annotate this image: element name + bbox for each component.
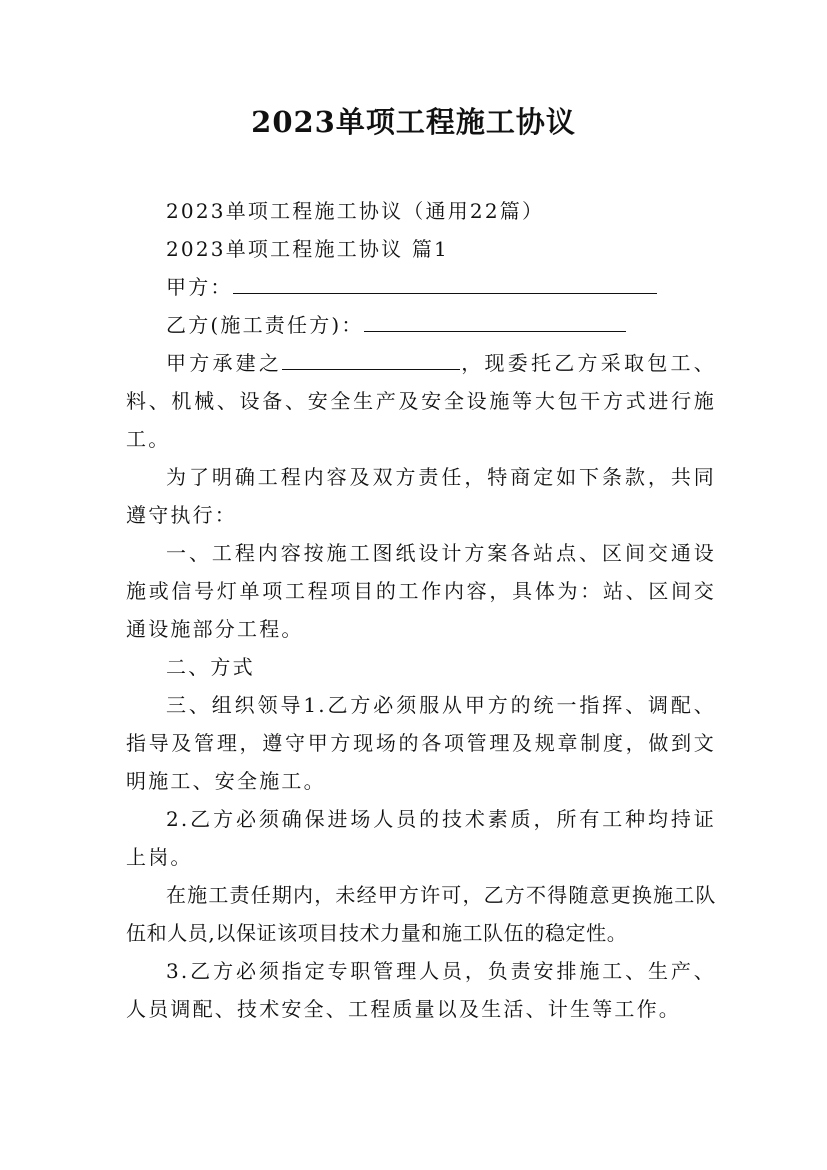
party-a-label: 甲方： [166, 275, 233, 299]
intro-text-start: 甲方承建之 [166, 351, 283, 375]
intro-text-end: ，现委托乙方采取包工、料、机械、设备、安全生产及安全设施等大包干方式进行施工。 [126, 351, 716, 451]
document-title: 2023单项工程施工协议 [251, 105, 576, 139]
clause-1: 一、工程内容按施工图纸设计方案各站点、区间交通设施或信号灯单项工程项目的工作内容，具体为：站、区间交通设施部分工程。 [126, 541, 716, 641]
party-b-blank [364, 309, 626, 332]
party-a-blank [233, 271, 657, 294]
party-b-label: 乙方(施工责任方)： [166, 313, 364, 337]
project-name-blank [282, 347, 460, 370]
party-b-line [126, 306, 716, 344]
document-body [126, 192, 716, 1028]
clause-3-item-2: 2.乙方必须确保进场人员的技术素质，所有工种均持证上岗。 [126, 807, 716, 869]
clause-2: 二、方式 [166, 655, 255, 679]
clause-3-item-2-continued: 在施工责任期内，未经甲方许可，乙方不得随意更换施工队伍和人员,以保证该项目技术力量和施工队伍的稳定性。 [126, 883, 716, 945]
section-heading: 2023单项工程施工协议 篇1 [166, 237, 449, 261]
purpose-paragraph: 为了明确工程内容及双方责任，特商定如下条款，共同遵守执行： [126, 465, 716, 527]
clause-3-item-3: 3.乙方必须指定专职管理人员，负责安排施工、生产、人员调配、技术安全、工程质量以及生活、计生等工作。 [126, 959, 716, 1021]
clause-3: 三、组织领导1.乙方必须服从甲方的统一指挥、调配、指导及管理，遵守甲方现场的各项管理及规章制度，做到文明施工、安全施工。 [126, 693, 716, 793]
document-subtitle: 2023单项工程施工协议（通用22篇） [166, 199, 545, 223]
intro-paragraph [126, 344, 716, 458]
party-a-line [126, 268, 716, 306]
